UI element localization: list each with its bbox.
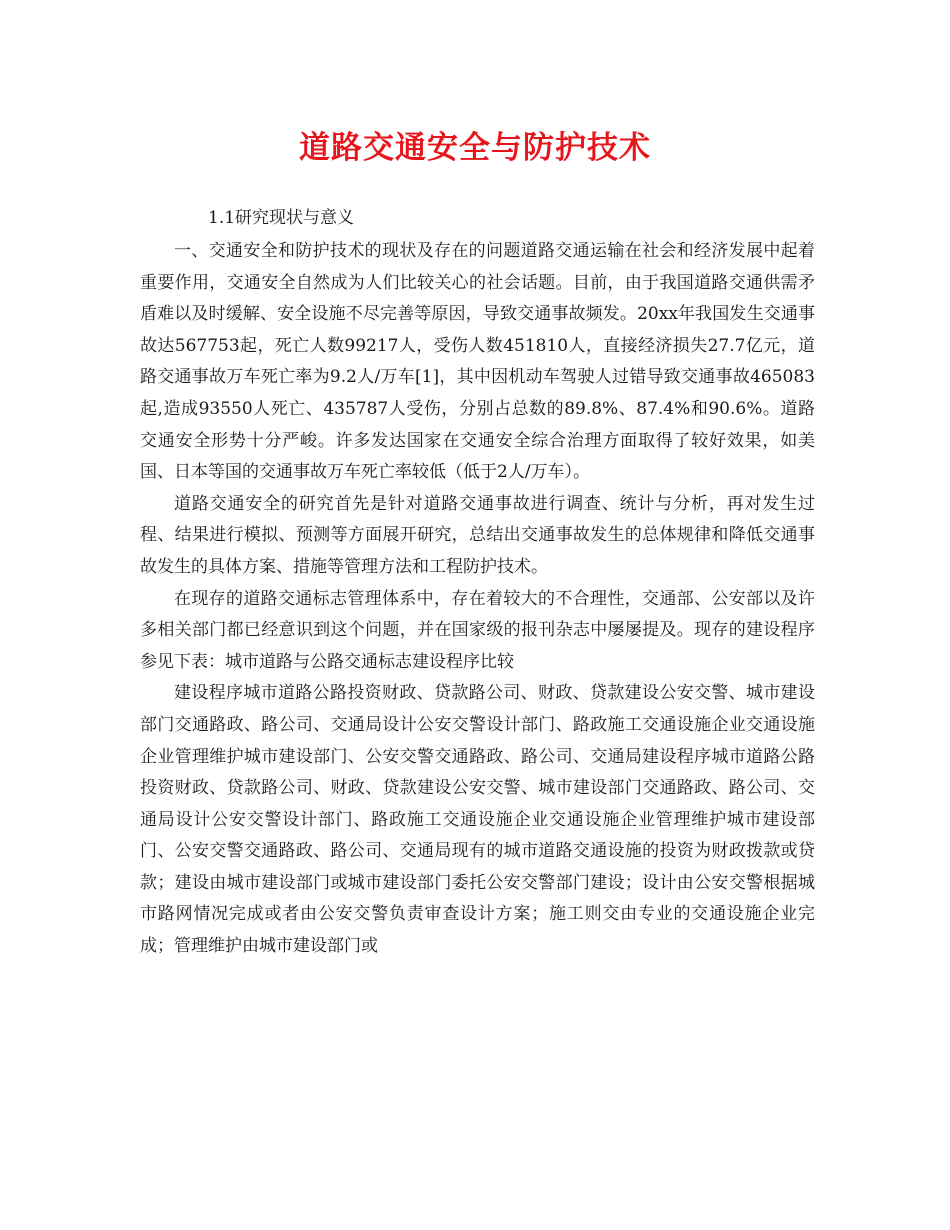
document-body xyxy=(140,202,815,963)
paragraph-3: 在现存的道路交通标志管理体系中，存在着较大的不合理性，交通部、公安部以及许多相关部门都已经意识到这个问题，并在国家级的报刊杂志中屡屡提及。现存的建设程序参见下表：城市道路与公路交通标志建设程序比较 xyxy=(140,588,815,672)
paragraph-1: 一、交通安全和防护技术的现状及存在的问题道路交通运输在社会和经济发展中起着重要作用，交通安全自然成为人们比较关心的社会话题。目前，由于我国道路交通供需矛盾难以及时缓解、安全设施不尽完善等原因，导致交通事故频发。20xx年我国发生交通事故达567753起，死亡人数99217人，受伤人数451810人，直接经济损失27.7亿元，道路交通事故万车死亡率为9.2人/万车[1]，其中因机动车驾驶人过错导致交通事故465083起,造成93550人死亡、435787人受伤，分别占总数的89.8%、87.4%和90.6%。道路交通安全形势十分严峻。许多发达国家在交通安全综合治理方面取得了较好效果，如美国、日本等国的交通事故万车死亡率较低（低于2人/万车）。 xyxy=(140,241,815,483)
paragraph-4: 建设程序城市道路公路投资财政、贷款路公司、财政、贷款建设公安交警、城市建设部门交通路政、路公司、交通局设计公安交警设计部门、路政施工交通设施企业交通设施企业管理维护城市建设部门、公安交警交通路政、路公司、交通局建设程序城市道路公路投资财政、贷款路公司、财政、贷款建设公安交警、城市建设部门交通路政、路公司、交通局设计公安交警设计部门、路政施工交通设施企业交通设施企业管理维护城市建设部门、公安交警交通路政、路公司、交通局现有的城市道路交通设施的投资为财政拨款或贷款；建设由城市建设部门或城市建设部门委托公安交警部门建设；设计由公安交警根据城市路网情况完成或者由公安交警负责审查设计方案；施工则交由专业的交通设施企业完成；管理维护由城市建设部门或 xyxy=(140,683,815,957)
section-heading: 1.1研究现状与意义 xyxy=(208,208,355,228)
paragraph-2: 道路交通安全的研究首先是针对道路交通事故进行调查、统计与分析，再对发生过程、结果进行模拟、预测等方面展开研究，总结出交通事故发生的总体规律和降低交通事故发生的具体方案、措施等管理方法和工程防护技术。 xyxy=(140,493,815,577)
document-title: 道路交通安全与防护技术 xyxy=(299,130,651,166)
